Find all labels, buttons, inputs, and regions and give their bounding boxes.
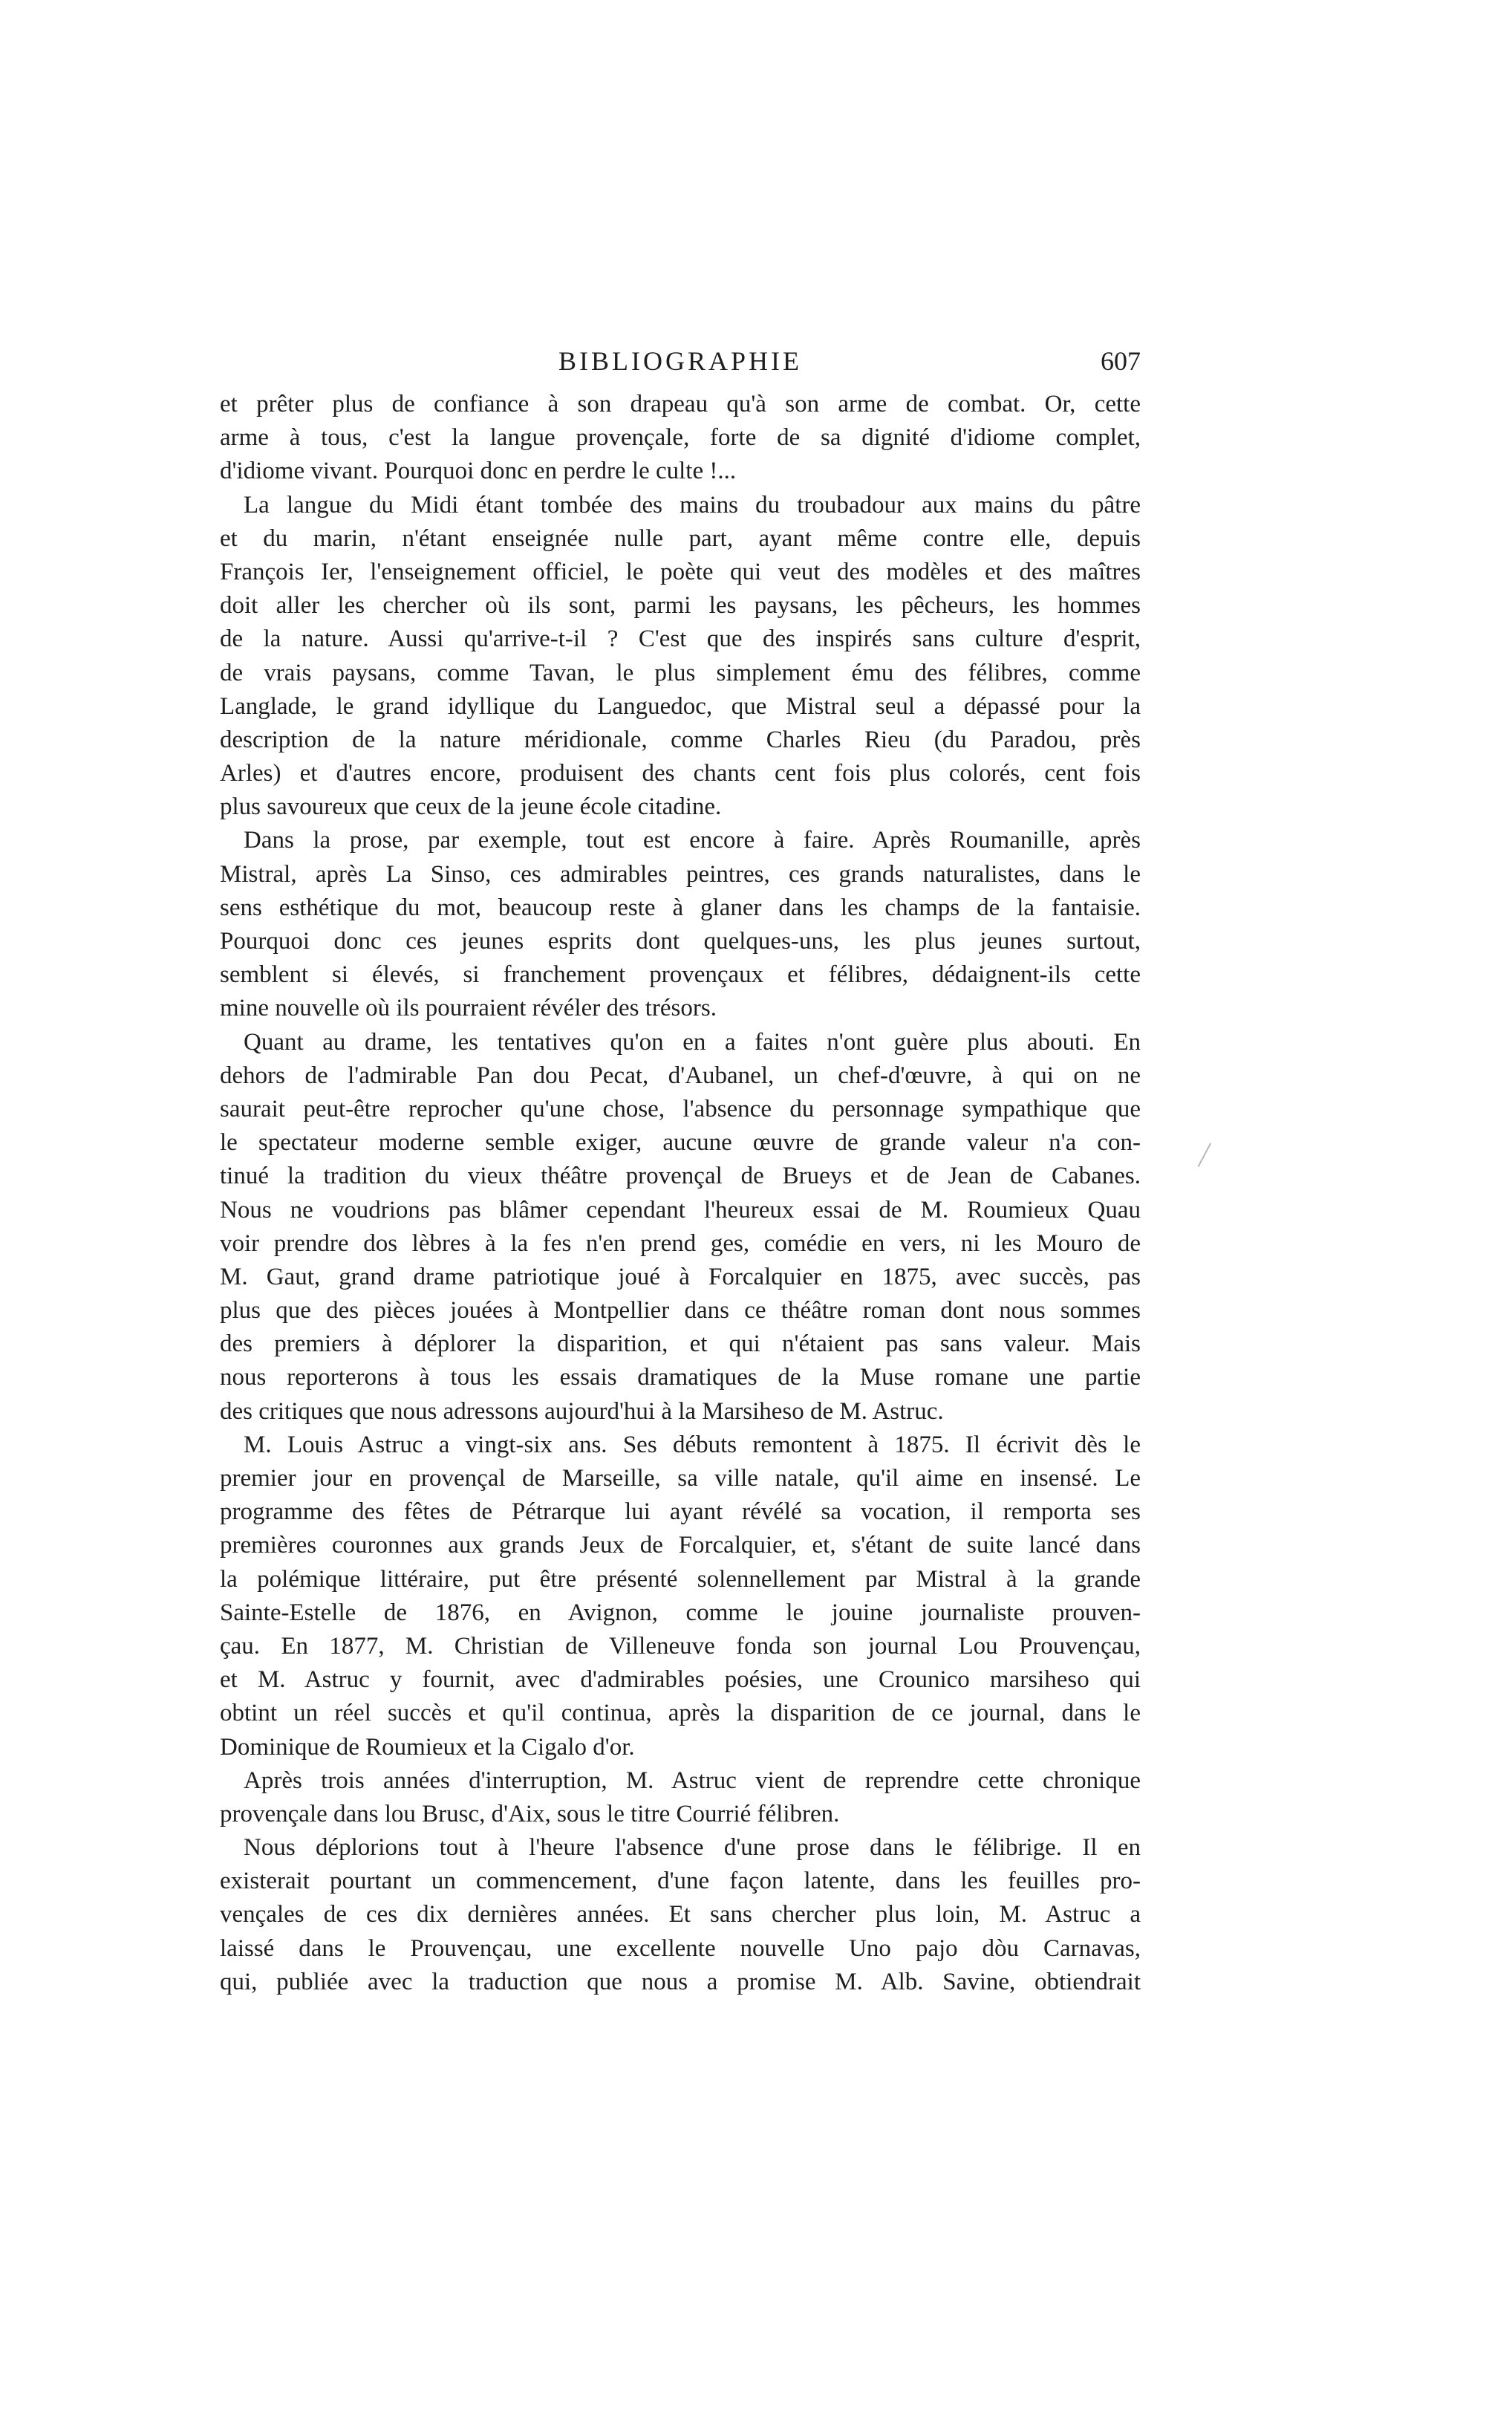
text-line: sens esthétique du mot, beaucoup reste à glaner dans les champs de la fantaisie. — [220, 894, 1141, 921]
body-text — [220, 388, 1141, 1999]
text-line: çau. En 1877, M. Christian de Villeneuve fonda son journal Lou Prouvençau, — [220, 1632, 1141, 1660]
text-line: Nous déplorions tout à l'heure l'absence d'une prose dans le félibrige. Il en — [244, 1834, 1141, 1862]
text-line: nous reporterons à tous les essais dramatiques de la Muse romane une partie — [220, 1364, 1141, 1391]
text-line: M. Gaut, grand drame patriotique joué à Forcalquier en 1875, avec succès, pas — [220, 1263, 1141, 1290]
text-line: François Ier, l'enseignement officiel, le poète qui veut des modèles et des maîtres — [220, 558, 1141, 585]
text-line: de la nature. Aussi qu'arrive-t-il ? C'est que des inspirés sans culture d'esprit, — [220, 625, 1141, 653]
text-line: existerait pourtant un commencement, d'une façon latente, dans les feuilles pro- — [220, 1868, 1141, 1895]
text-line: M. Louis Astruc a vingt-six ans. Ses débuts remontent à 1875. Il écrivit dès le — [244, 1431, 1141, 1458]
text-line: Sainte-Estelle de 1876, en Avignon, comme le jouine journaliste prouven- — [220, 1599, 1141, 1626]
text-line: la polémique littéraire, put être présenté solennellement par Mistral à la grande — [220, 1565, 1141, 1593]
text-line: Après trois années d'interruption, M. Astruc vient de reprendre cette chronique — [244, 1767, 1141, 1794]
text-line: mine nouvelle où ils pourraient révéler des trésors. — [220, 995, 717, 1022]
text-line: premières couronnes aux grands Jeux de Forcalquier, et, s'étant de suite lancé dans — [220, 1532, 1141, 1559]
text-line: obtint un réel succès et qu'il continua, après la disparition de ce journal, dans le — [220, 1700, 1141, 1727]
text-line: laissé dans le Prouvençau, une excellente nouvelle Uno pajo dòu Carnavas, — [220, 1934, 1141, 1962]
text-line: plus que des pièces jouées à Montpellier dans ce théâtre roman dont nous sommes — [220, 1297, 1141, 1325]
pencil-margin-mark — [1197, 1143, 1220, 1171]
text-line: Dominique de Roumieux et la Cigalo d'or. — [220, 1733, 635, 1761]
text-line: Quant au drame, les tentatives qu'on en a faites n'ont guère plus abouti. En — [244, 1028, 1141, 1056]
running-title: BIBLIOGRAPHIE — [558, 346, 802, 376]
text-line: des critiques que nous adressons aujourd'hui à la Marsiheso de M. Astruc. — [220, 1397, 944, 1425]
text-line: et M. Astruc y fournit, avec d'admirables poésies, une Crounico marsiheso qui — [220, 1666, 1141, 1694]
text-line: Dans la prose, par exemple, tout est encore à faire. Après Roumanille, après — [244, 827, 1141, 854]
text-line: vençales de ces dix dernières années. Et sans chercher plus loin, M. Astruc a — [220, 1901, 1141, 1928]
text-line: arme à tous, c'est la langue provençale, forte de sa dignité d'idiome complet, — [220, 424, 1141, 452]
text-line: programme des fêtes de Pétrarque lui ayant révélé sa vocation, il remporta ses — [220, 1498, 1141, 1526]
page-number: 607 — [1101, 346, 1141, 376]
text-line: le spectateur moderne semble exiger, aucune œuvre de grande valeur n'a con- — [220, 1129, 1141, 1157]
text-line: La langue du Midi étant tombée des mains du troubadour aux mains du pâtre — [244, 491, 1141, 519]
text-line: doit aller les chercher où ils sont, parmi les paysans, les pêcheurs, les hommes — [220, 592, 1141, 620]
text-line: d'idiome vivant. Pourquoi donc en perdre le culte !... — [220, 458, 737, 485]
text-line: Nous ne voudrions pas blâmer cependant l'heureux essai de M. Roumieux Quau — [220, 1196, 1141, 1224]
text-line: et du marin, n'étant enseignée nulle part, ayant même contre elle, depuis — [220, 524, 1141, 552]
text-line: dehors de l'admirable Pan dou Pecat, d'Aubanel, un chef-d'œuvre, à qui on ne — [220, 1062, 1141, 1089]
text-line: Mistral, après La Sinso, ces admirables peintres, ces grands naturalistes, dans le — [220, 860, 1141, 888]
text-line: voir prendre dos lèbres à la fes n'en prend ges, comédie en vers, ni les Mouro de — [220, 1229, 1141, 1257]
text-line: Pourquoi donc ces jeunes esprits dont quelques-uns, les plus jeunes surtout, — [220, 928, 1141, 955]
text-line: description de la nature méridionale, comme Charles Rieu (du Paradou, près — [220, 726, 1141, 753]
text-line: premier jour en provençal de Marseille, sa ville natale, qu'il aime en insensé. Le — [220, 1465, 1141, 1492]
text-line: qui, publiée avec la traduction que nous a promise M. Alb. Savine, obtiendrait — [220, 1968, 1141, 1995]
text-line: des premiers à déplorer la disparition, et qui n'étaient pas sans valeur. Mais — [220, 1330, 1141, 1358]
running-head — [220, 339, 1141, 383]
text-line: semblent si élevés, si franchement provençaux et félibres, dédaignent-ils cette — [220, 961, 1141, 989]
text-line: tinué la tradition du vieux théâtre provençal de Brueys et de Jean de Cabanes. — [220, 1163, 1141, 1190]
text-line: Arles) et d'autres encore, produisent des chants cent fois plus colorés, cent fois — [220, 760, 1141, 787]
text-line: provençale dans lou Brusc, d'Aix, sous le titre Courrié félibren. — [220, 1800, 840, 1827]
text-line: et prêter plus de confiance à son drapeau qu'à son arme de combat. Or, cette — [220, 391, 1141, 417]
text-line: saurait peut-être reprocher qu'une chose, l'absence du personnage sympathique que — [220, 1095, 1141, 1122]
text-line: de vrais paysans, comme Tavan, le plus simplement ému des félibres, comme — [220, 659, 1141, 686]
text-line: Langlade, le grand idyllique du Languedoc, que Mistral seul a dépassé pour la — [220, 692, 1141, 720]
text-line: plus savoureux que ceux de la jeune école citadine. — [220, 793, 722, 821]
